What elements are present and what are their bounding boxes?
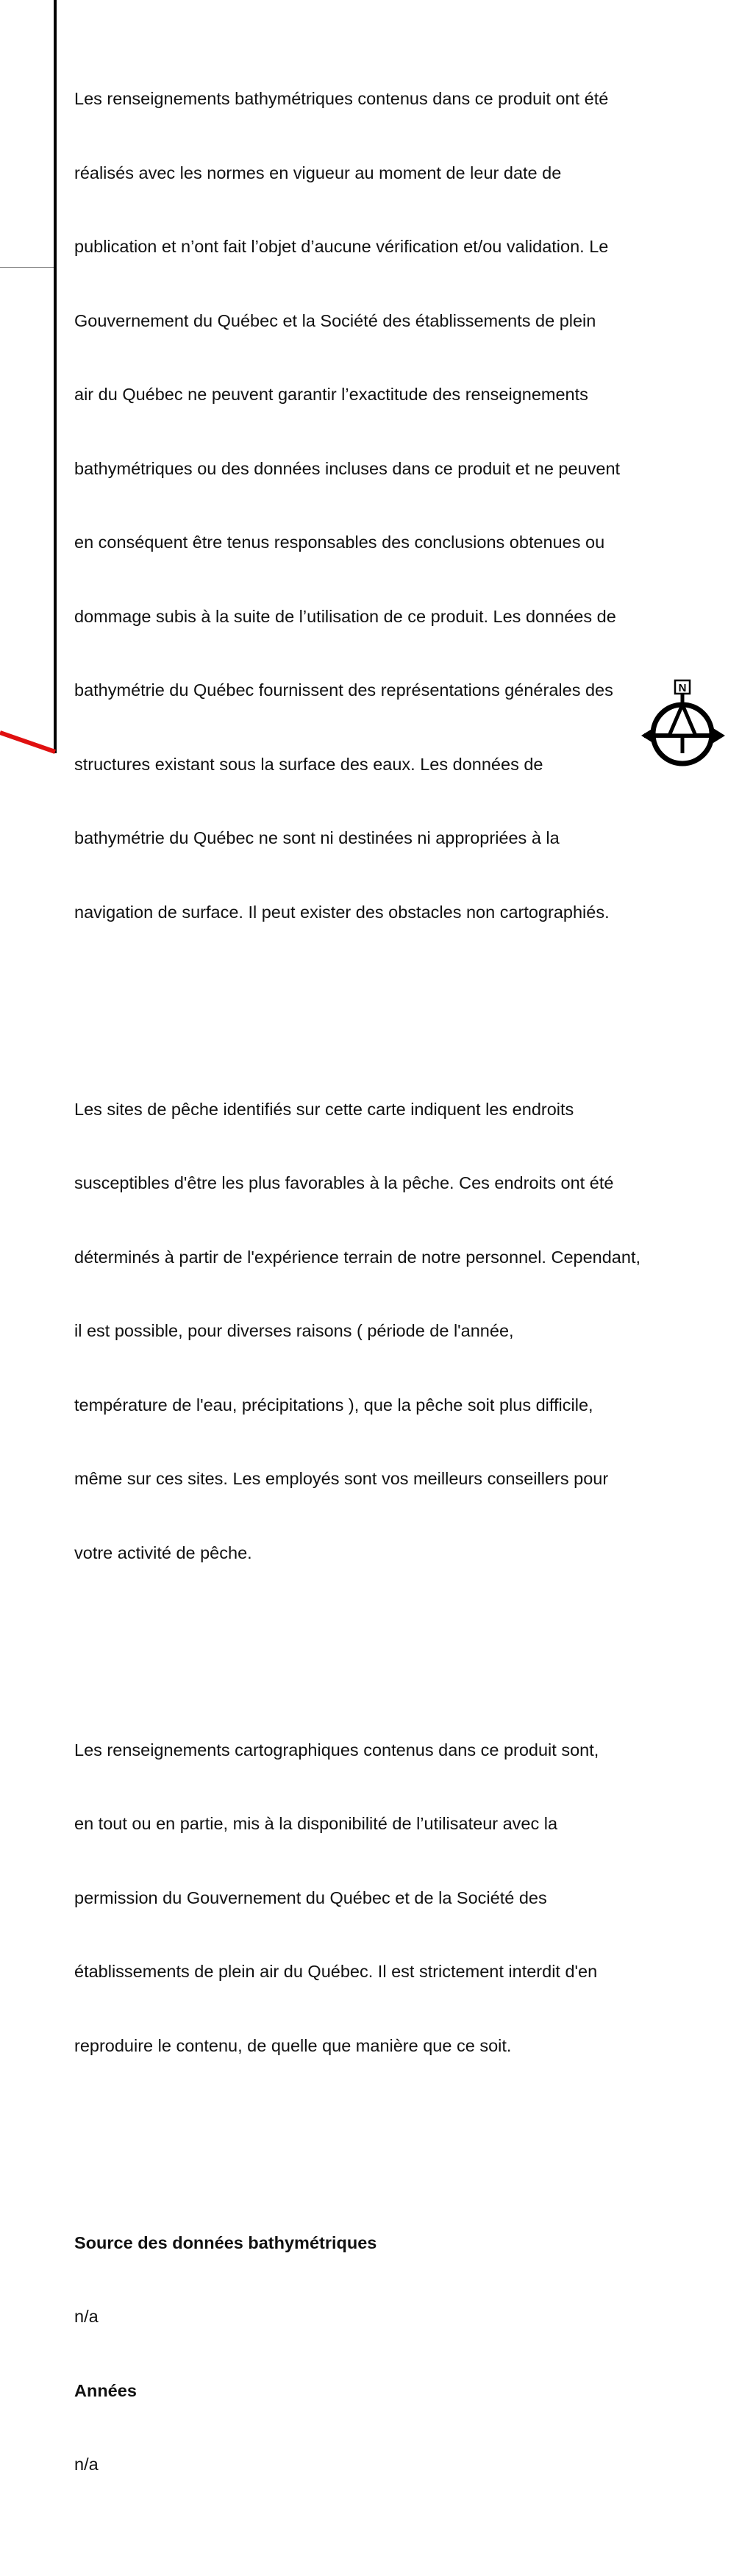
years-label: Années: [74, 2380, 137, 2400]
copyright-paragraph: [74, 1689, 753, 2108]
fishing-sites-paragraph: [74, 1048, 753, 1615]
text-line: Les renseignements cartographiques contenus dans ce produit sont,: [74, 1740, 599, 1760]
text-line: air du Québec ne peuvent garantir l’exactitude des renseignements: [74, 385, 588, 404]
text-line: même sur ces sites. Les employés sont vos meilleurs conseillers pour: [74, 1469, 609, 1488]
north-arrow-compass-icon: [640, 675, 728, 753]
text-line: il est possible, pour diverses raisons ( période de l'année,: [74, 1321, 514, 1340]
text-line: reproduire le contenu, de quelle que manière que ce soit.: [74, 2035, 512, 2055]
text-line: réalisés avec les normes en vigueur au moment de leur date de: [74, 163, 562, 182]
data-source-value: n/a: [74, 2307, 99, 2326]
text-line: structures existant sous la surface des eaux. Les données de: [74, 754, 543, 774]
text-line: établissements de plein air du Québec. Il est strictement interdit d'en: [74, 1962, 598, 1981]
text-line: votre activité de pêche.: [74, 1543, 252, 1562]
text-line: température de l'eau, précipitations ), que la pêche soit plus difficile,: [74, 1395, 593, 1415]
text-line: publication et n’ont fait l’objet d’aucune vérification et/ou validation. Le: [74, 237, 609, 256]
text-line: Les sites de pêche identifiés sur cette carte indiquent les endroits: [74, 1099, 574, 1119]
text-line: susceptibles d'être les plus favorables à la pêche. Ces endroits ont été: [74, 1173, 614, 1192]
text-line: bathymétrie du Québec ne sont ni destinées ni appropriées à la: [74, 828, 560, 847]
disclaimer-text: [74, 0, 753, 2576]
text-line: Les renseignements bathymétriques contenus dans ce produit ont été: [74, 89, 609, 108]
text-line: en tout ou en partie, mis à la disponibilité de l’utilisateur avec la: [74, 1814, 558, 1833]
text-line: bathymétrie du Québec fournissent des représentations générales des: [74, 680, 613, 700]
text-line: permission du Gouvernement du Québec et de la Société des: [74, 1887, 547, 1907]
compass-north-letter: N: [678, 682, 687, 694]
data-source-section: [74, 2182, 753, 2527]
text-line: bathymétriques ou des données incluses dans ce produit et ne peuvent: [74, 458, 621, 478]
text-line: en conséquent être tenus responsables des conclusions obtenues ou: [74, 533, 605, 552]
text-line: Gouvernement du Québec et la Société des établissements de plein: [74, 310, 596, 330]
text-line: dommage subis à la suite de l’utilisation de ce produit. Les données de: [74, 606, 616, 626]
text-line: navigation de surface. Il peut exister des obstacles non cartographiés.: [74, 902, 610, 922]
years-value: n/a: [74, 2455, 99, 2474]
red-boundary-line: [0, 0, 59, 753]
bathymetry-disclaimer-paragraph: [74, 38, 753, 974]
data-source-label: Source des données bathymétriques: [74, 2232, 377, 2252]
text-line: déterminés à partir de l'expérience terrain de notre personnel. Cependant,: [74, 1247, 641, 1267]
